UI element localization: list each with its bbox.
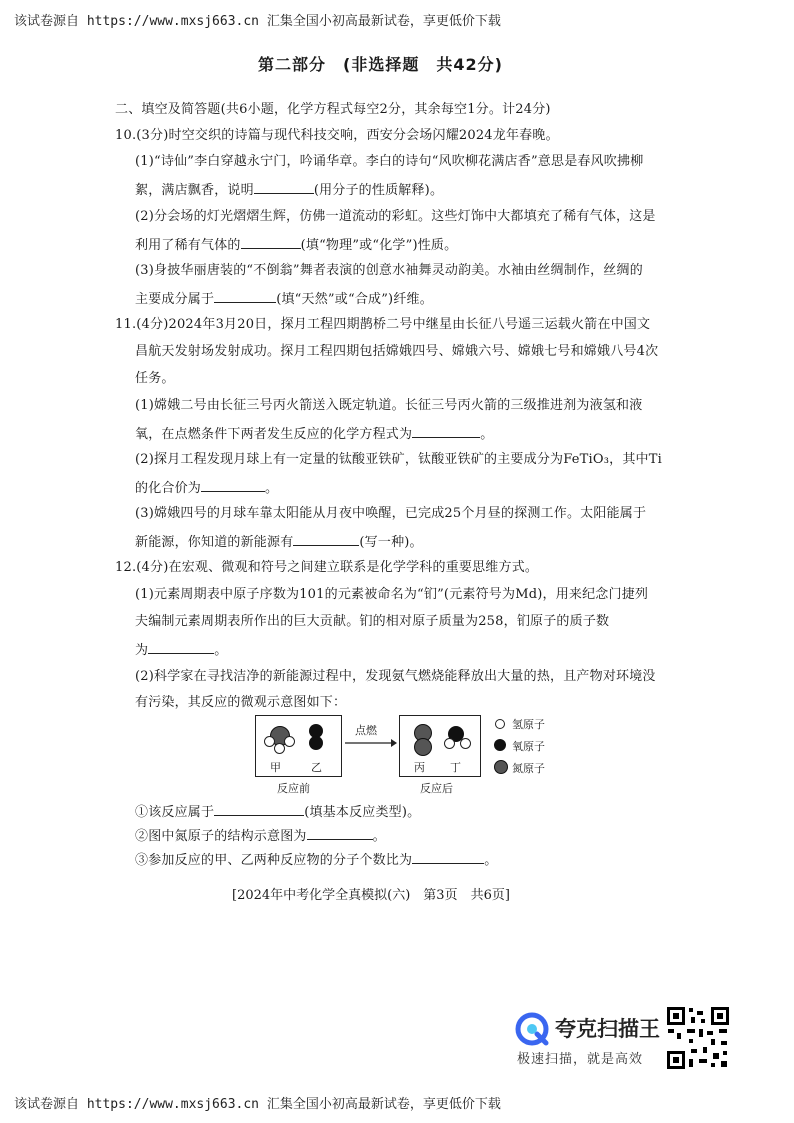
nitrogen-atom-icon [494, 760, 508, 774]
quark-logo-icon [515, 1012, 549, 1046]
q12-sub3-text-b: 。 [484, 853, 498, 868]
label-ding: 丁 [450, 761, 461, 774]
answer-blank[interactable] [254, 180, 314, 194]
label-yi: 乙 [311, 761, 322, 774]
q11-part1-cont [135, 424, 493, 444]
answer-blank[interactable] [293, 532, 359, 546]
answer-blank[interactable] [307, 826, 373, 840]
q11-stem-cont: 昌航天发射场发射成功。探月工程四期包括嫦娥四号、嫦娥六号、嫦娥七号和嫦娥八号4次 [135, 344, 659, 359]
q11-part3: (3)嫦娥四号的月球车靠太阳能从月夜中唤醒，已完成25个月昼的探测工作。太阳能属于 [135, 506, 647, 521]
page-footer: [2024年中考化学全真模拟(六) 第3页 共6页] [232, 888, 510, 903]
q12-part1-cont: 夫编制元素周期表所作出的巨大贡献。钔的相对原子质量为258，钔原子的质子数 [135, 614, 610, 629]
legend-hydrogen: 氢原子 [512, 718, 545, 731]
hydrogen-atom-icon [284, 736, 295, 747]
q10-part3-text-b: (填“天然”或“合成”)纤维。 [276, 292, 433, 307]
section-title: 第二部分 (非选择题 共42分) [258, 55, 503, 74]
q11-stem-end: 任务。 [135, 371, 175, 386]
hydrogen-atom-icon [274, 743, 285, 754]
q11-part1-text-a: 氧，在点燃条件下两者发生反应的化学方程式为 [135, 427, 413, 442]
q10-part3: (3)身披华丽唐装的“不倒翁”舞者表演的创意水袖舞灵动韵美。水袖由丝绸制作，丝绸的 [135, 263, 643, 278]
qr-code-icon [665, 1005, 731, 1071]
q12-sub1-text-b: (填基本反应类型)。 [304, 805, 421, 820]
nitrogen-atom-icon [414, 738, 432, 756]
answer-blank[interactable] [241, 235, 301, 249]
q12-part1-text-a: 为 [135, 643, 149, 658]
q10-part1: (1)“诗仙”李白穿越永宁门，吟诵华章。李白的诗句“风吹柳花满店香”意思是春风吹拂柳 [135, 154, 644, 169]
answer-blank[interactable] [148, 640, 214, 654]
q12-part1-end [135, 640, 227, 660]
q12-sub3-text-a: ③参加反应的甲、乙两种反应物的分子个数比为 [135, 853, 413, 868]
q12-sub1-text-a: ①该反应属于 [135, 805, 215, 820]
arrow-right-icon [345, 738, 397, 748]
q12-sub1 [135, 802, 420, 822]
oxygen-atom-icon [309, 736, 323, 750]
answer-blank[interactable] [214, 289, 276, 303]
legend-nitrogen: 氮原子 [512, 762, 545, 775]
q11-part2-text-b: 。 [265, 481, 279, 496]
q11-part2: (2)探月工程发现月球上有一定量的钛酸亚铁矿，钛酸亚铁矿的主要成分为FeTiO₃，其中Ti [135, 452, 662, 467]
products-box [399, 715, 481, 777]
q10-part2-text-a: 利用了稀有气体的 [135, 238, 241, 253]
q10-part2-cont [135, 235, 457, 255]
q10-part1-text-a: 絮，满店飘香，说明 [135, 183, 254, 198]
brand-name: 夸克扫描王 [555, 1017, 660, 1041]
answer-blank[interactable] [412, 424, 480, 438]
q12-stem: 12.(4分)在宏观、微观和符号之间建立联系是化学学科的重要思维方式。 [115, 560, 539, 575]
q11-part3-cont [135, 532, 423, 552]
q11-part2-cont [135, 478, 278, 498]
q12-sub2 [135, 826, 386, 846]
hydrogen-atom-icon [264, 736, 275, 747]
q12-sub2-text-b: 。 [372, 829, 386, 844]
banner-bottom: 该试卷源自 https://www.mxsj663.cn 汇集全国小初高最新试卷，享更低价下载 [14, 1097, 501, 1112]
answer-blank[interactable] [214, 802, 304, 816]
q11-part1-text-b: 。 [480, 427, 494, 442]
hydrogen-atom-icon [460, 738, 471, 749]
q12-sub3 [135, 850, 497, 870]
banner-top: 该试卷源自 https://www.mxsj663.cn 汇集全国小初高最新试卷，享更低价下载 [14, 14, 501, 29]
label-bing: 丙 [414, 761, 425, 774]
hydrogen-atom-icon [444, 738, 455, 749]
q10-part1-text-b: (用分子的性质解释)。 [313, 183, 444, 198]
hydrogen-atom-icon [495, 719, 505, 729]
q12-part2: (2)科学家在寻找洁净的新能源过程中，发现氨气燃烧能释放出大量的热，且产物对环境没 [135, 669, 656, 684]
q10-part3-text-a: 主要成分属于 [135, 292, 215, 307]
q10-part2-text-b: (填“物理”或“化学”)性质。 [300, 238, 458, 253]
label-jia: 甲 [270, 761, 281, 774]
q11-part1: (1)嫦娥二号由长征三号丙火箭送入既定轨道。长征三号丙火箭的三级推进剂为液氢和液 [135, 398, 643, 413]
q11-stem: 11.(4分)2024年3月20日，探月工程四期鹊桥二号中继星由长征八号遥三运载火箭在中国文 [115, 317, 651, 332]
q12-part1: (1)元素周期表中原子序数为101的元素被命名为“钔”(元素符号为Md)，用来纪念门捷列 [135, 587, 649, 602]
q11-part3-text-b: (写一种)。 [359, 535, 423, 550]
caption-after: 反应后 [420, 782, 453, 795]
q10-part1-cont [135, 180, 443, 200]
q11-part3-text-a: 新能源，你知道的新能源有 [135, 535, 294, 550]
brand-slogan: 极速扫描，就是高效 [517, 1052, 644, 1067]
caption-before: 反应前 [277, 782, 310, 795]
part-heading: 二、填空及简答题(共6小题，化学方程式每空2分，其余每空1分。计24分) [115, 102, 551, 117]
q12-sub2-text-a: ②图中氮原子的结构示意图为 [135, 829, 307, 844]
q10-part3-cont [135, 289, 433, 309]
q12-part2-cont: 有污染，其反应的微观示意图如下： [135, 695, 347, 710]
q10-part2: (2)分会场的灯光熠熠生辉，仿佛一道流动的彩虹。这些灯饰中大都填充了稀有气体，这是 [135, 209, 656, 224]
arrow-label: 点燃 [355, 724, 377, 737]
q12-part1-text-b: 。 [214, 643, 228, 658]
legend-oxygen: 氧原子 [512, 740, 545, 753]
answer-blank[interactable] [201, 478, 265, 492]
oxygen-atom-icon [494, 739, 506, 751]
q11-part2-text-a: 的化合价为 [135, 481, 202, 496]
answer-blank[interactable] [412, 850, 484, 864]
q10-stem: 10.(3分)时空交织的诗篇与现代科技交响，西安分会场闪耀2024龙年春晚。 [115, 128, 559, 143]
reactants-box [255, 715, 342, 777]
